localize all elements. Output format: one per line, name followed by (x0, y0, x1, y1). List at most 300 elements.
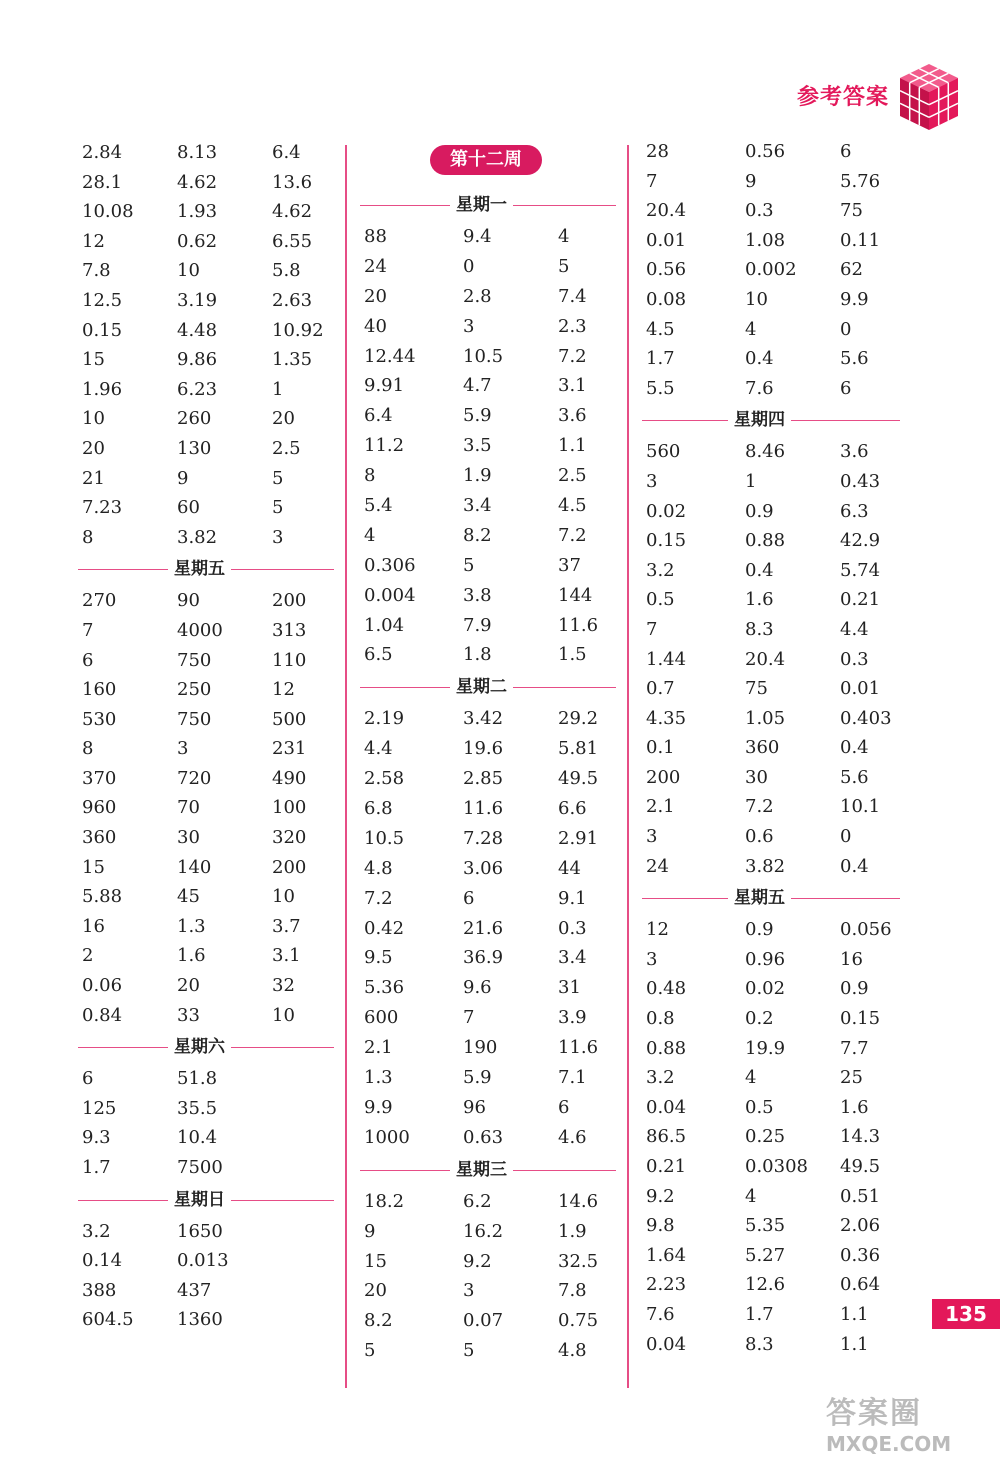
answer-cell: 6 (82, 1068, 94, 1090)
answer-cell: 5.35 (745, 1215, 786, 1237)
answer-row (82, 734, 338, 764)
answer-cell: 5.36 (364, 977, 405, 999)
answer-cell: 6.8 (364, 798, 393, 820)
answer-cell: 3.82 (745, 855, 786, 877)
answer-row (82, 793, 338, 823)
answer-cell: 1000 (364, 1126, 410, 1148)
answer-cell: 7.23 (82, 497, 123, 519)
answer-cell: 360 (82, 827, 117, 849)
answer-cell: 9.2 (463, 1250, 492, 1272)
answer-cell: 200 (272, 856, 307, 878)
section-heading: 星期五 (642, 881, 902, 915)
answer-row (82, 1153, 338, 1183)
answer-cell: 0.62 (177, 230, 218, 252)
answer-row (646, 945, 902, 975)
answer-row (646, 674, 902, 704)
answer-row (646, 645, 902, 675)
section-heading: 星期六 (78, 1030, 338, 1064)
answer-cell: 3.4 (463, 495, 492, 517)
answer-cell: 6 (82, 649, 94, 671)
answer-block (646, 137, 902, 403)
answer-cell: 13.6 (272, 171, 313, 193)
answer-cell: 1.8 (463, 644, 492, 666)
answer-cell: 0.06 (82, 975, 123, 997)
answer-cell: 4.62 (177, 171, 218, 193)
answer-block (364, 704, 616, 1152)
answer-cell: 4.4 (840, 618, 869, 640)
answer-cell: 2.85 (463, 768, 504, 790)
answer-cell: 8.46 (745, 441, 786, 463)
answer-cell: 12 (272, 679, 295, 701)
answer-cell: 7500 (177, 1157, 223, 1178)
answer-cell: 8 (82, 526, 94, 548)
answer-row (646, 1270, 902, 1300)
answer-cell: 8 (82, 738, 94, 760)
answer-row (364, 1003, 616, 1033)
answer-cell: 1.3 (364, 1067, 393, 1089)
answer-cell: 160 (82, 679, 117, 701)
answer-row (364, 1123, 616, 1153)
answer-row (364, 1306, 616, 1336)
answer-cell: 0.21 (646, 1156, 687, 1177)
answer-cell: 2.1 (646, 796, 675, 818)
answer-row (82, 1001, 338, 1031)
answer-cell: 16 (82, 915, 105, 937)
answer-cell: 4.5 (558, 495, 587, 517)
answer-row (646, 1004, 902, 1034)
answer-cell: 6.55 (272, 230, 313, 252)
answer-cell: 8.13 (177, 142, 218, 163)
answer-row (82, 138, 338, 168)
answer-cell: 7.7 (840, 1037, 869, 1059)
answer-cell: 3.6 (840, 441, 869, 463)
answer-cell: 6.23 (177, 378, 218, 400)
answer-cell: 10 (272, 1004, 295, 1026)
answer-cell: 6 (840, 377, 852, 399)
answer-column-3 (646, 137, 902, 1359)
answer-cell: 0.96 (745, 948, 786, 970)
answer-row (646, 1093, 902, 1123)
answer-cell: 0.306 (364, 554, 416, 576)
answer-cell: 30 (177, 827, 200, 849)
answer-cell: 6 (840, 141, 852, 162)
answer-cell: 0.15 (82, 319, 123, 341)
answer-cell: 5 (272, 497, 284, 519)
answer-cell: 720 (177, 767, 212, 789)
answer-cell: 8.2 (463, 524, 492, 546)
answer-row (364, 640, 616, 670)
answer-row (364, 1217, 616, 1247)
answer-row (82, 1123, 338, 1153)
answer-cell: 0.4 (840, 737, 869, 759)
answer-cell: 5.74 (840, 559, 881, 581)
answer-row (364, 581, 616, 611)
answer-cell: 14.3 (840, 1126, 881, 1148)
answer-row (646, 585, 902, 615)
answer-row (646, 1330, 902, 1360)
answer-cell: 0.013 (177, 1250, 229, 1272)
answer-cell: 4.48 (177, 319, 218, 341)
answer-cell: 0.02 (745, 978, 786, 1000)
answer-cell: 2.19 (364, 708, 405, 730)
answer-cell: 0.15 (840, 1008, 881, 1030)
page-number: 135 (932, 1299, 1000, 1329)
answer-cell: 3.2 (82, 1220, 111, 1242)
answer-cell: 530 (82, 708, 117, 730)
answer-row (82, 168, 338, 198)
answer-cell: 28 (646, 141, 669, 162)
answer-cell: 40 (364, 315, 387, 337)
answer-row (82, 197, 338, 227)
answer-cell: 5.81 (558, 738, 599, 760)
answer-cell: 3.1 (558, 375, 587, 397)
answer-cell: 4.7 (463, 375, 492, 397)
answer-cell: 10.5 (364, 827, 405, 849)
answer-cell: 1360 (177, 1309, 223, 1331)
rubiks-cube-icon (898, 62, 960, 132)
answer-cell: 9.1 (558, 887, 587, 909)
answer-cell: 313 (272, 619, 307, 641)
answer-cell: 0.8 (646, 1008, 675, 1030)
answer-cell: 9.8 (646, 1215, 675, 1237)
answer-row (364, 794, 616, 824)
answer-cell: 36.9 (463, 947, 504, 969)
answer-block (364, 1187, 616, 1366)
answer-cell: 388 (82, 1279, 117, 1301)
answer-cell: 260 (177, 408, 212, 430)
answer-cell: 88 (364, 226, 387, 247)
answer-cell: 1.96 (82, 378, 123, 400)
answer-row (646, 374, 902, 404)
answer-cell: 4 (364, 524, 376, 546)
answer-row (82, 1094, 338, 1124)
answer-cell: 0.004 (364, 584, 416, 606)
column-divider-right (627, 145, 629, 1388)
answer-cell: 44 (558, 857, 581, 879)
answer-row (364, 461, 616, 491)
answer-cell: 130 (177, 437, 212, 459)
answer-row (646, 1122, 902, 1152)
answer-cell: 11.6 (558, 614, 599, 636)
answer-cell: 5.9 (463, 405, 492, 427)
answer-cell: 7.28 (463, 827, 504, 849)
answer-cell: 0.2 (745, 1008, 774, 1030)
answer-cell: 2.63 (272, 289, 313, 311)
answer-cell: 0.64 (840, 1274, 881, 1296)
answer-cell: 4 (745, 318, 757, 340)
answer-cell: 0.42 (364, 917, 405, 939)
answer-cell: 62 (840, 259, 863, 281)
answer-cell: 3.7 (272, 915, 301, 937)
answer-cell: 4000 (177, 619, 223, 641)
answer-cell: 3.1 (272, 945, 301, 967)
answer-cell: 1.7 (82, 1157, 111, 1178)
answer-cell: 7.2 (745, 796, 774, 818)
answer-row (82, 823, 338, 853)
header-title: 参考答案 (797, 85, 890, 110)
answer-row (82, 941, 338, 971)
answer-row (82, 345, 338, 375)
answer-cell: 19.6 (463, 738, 504, 760)
answer-cell: 42.9 (840, 530, 881, 552)
answer-row (646, 615, 902, 645)
answer-row (364, 704, 616, 734)
answer-cell: 11.2 (364, 435, 405, 457)
answer-row (82, 882, 338, 912)
answer-cell: 0.4 (745, 559, 774, 581)
answer-cell: 90 (177, 590, 200, 612)
answer-cell: 2.06 (840, 1215, 881, 1237)
answer-cell: 9.9 (840, 288, 869, 310)
answer-cell: 9.5 (364, 947, 393, 969)
answer-cell: 370 (82, 767, 117, 789)
answer-cell: 15 (82, 856, 105, 878)
answer-block (82, 586, 338, 1030)
answer-cell: 9.6 (463, 977, 492, 999)
column-divider-left (345, 145, 347, 1388)
answer-cell: 10.1 (840, 796, 881, 818)
answer-cell: 960 (82, 797, 117, 819)
section-heading: 星期五 (78, 552, 338, 586)
answer-cell: 2.5 (558, 465, 587, 487)
answer-cell: 0.21 (840, 589, 881, 611)
answer-block (82, 1064, 338, 1182)
answer-cell: 9.3 (82, 1127, 111, 1149)
answer-cell: 2 (82, 945, 94, 967)
answer-cell: 6.2 (463, 1190, 492, 1212)
answer-cell: 1.35 (272, 349, 313, 371)
answer-cell: 3.19 (177, 289, 218, 311)
answer-cell: 5.9 (463, 1067, 492, 1089)
answer-cell: 1.9 (558, 1220, 587, 1242)
answer-row (364, 252, 616, 282)
answer-cell: 0.9 (840, 978, 869, 1000)
answer-cell: 9.9 (364, 1096, 393, 1118)
answer-row (364, 854, 616, 884)
answer-column-1 (82, 138, 338, 1335)
answer-cell: 4 (558, 226, 570, 247)
answer-cell: 6.5 (364, 644, 393, 666)
section-heading: 星期一 (360, 188, 616, 222)
answer-cell: 2.5 (272, 437, 301, 459)
answer-row (364, 431, 616, 461)
answer-cell: 96 (463, 1096, 486, 1118)
answer-row (646, 526, 902, 556)
answer-cell: 0.002 (745, 259, 797, 281)
answer-row (82, 1305, 338, 1335)
answer-cell: 3.42 (463, 708, 504, 730)
answer-cell: 320 (272, 827, 307, 849)
answer-row (82, 586, 338, 616)
answer-row (82, 1246, 338, 1276)
answer-cell: 1.44 (646, 648, 687, 670)
answer-row (646, 497, 902, 527)
answer-cell: 125 (82, 1097, 117, 1119)
answer-cell: 0 (840, 826, 852, 848)
answer-cell: 0.02 (646, 500, 687, 522)
answer-cell: 2.23 (646, 1274, 687, 1296)
answer-row (82, 464, 338, 494)
answer-cell: 7.8 (558, 1280, 587, 1302)
answer-cell: 51.8 (177, 1068, 218, 1090)
answer-cell: 5.27 (745, 1244, 786, 1266)
answer-cell: 100 (272, 797, 307, 819)
answer-cell: 7.2 (364, 887, 393, 909)
answer-cell: 4.35 (646, 707, 687, 729)
answer-block (646, 437, 902, 881)
answer-cell: 7.2 (558, 345, 587, 367)
answer-cell: 6 (463, 887, 475, 909)
answer-cell: 3.5 (463, 435, 492, 457)
answer-cell: 75 (840, 200, 863, 222)
answer-cell: 21.6 (463, 917, 504, 939)
answer-cell: 0.01 (840, 678, 881, 700)
answer-cell: 7 (463, 1007, 475, 1029)
answer-row (364, 1063, 616, 1093)
answer-cell: 16 (840, 948, 863, 970)
answer-cell: 0.3 (558, 917, 587, 939)
answer-cell: 3.2 (646, 559, 675, 581)
answer-cell: 10 (177, 260, 200, 282)
answer-row (82, 764, 338, 794)
answer-cell: 7 (646, 170, 658, 192)
answer-cell: 4 (745, 1067, 757, 1089)
answer-row (364, 342, 616, 372)
answer-cell: 3.2 (646, 1067, 675, 1089)
answer-cell: 32 (272, 975, 295, 997)
answer-cell: 0.6 (745, 826, 774, 848)
answer-cell: 0.15 (646, 530, 687, 552)
answer-cell: 200 (272, 590, 307, 612)
answer-row (364, 914, 616, 944)
answer-cell: 6.6 (558, 798, 587, 820)
answer-cell: 8.3 (745, 1333, 774, 1355)
answer-cell: 2.91 (558, 827, 599, 849)
watermark-line-2: MXQE.COM (826, 1432, 952, 1456)
answer-cell: 750 (177, 649, 212, 671)
answer-row (82, 523, 338, 553)
answer-row (646, 255, 902, 285)
answer-cell: 7.4 (558, 285, 587, 307)
answer-cell: 1.04 (364, 614, 405, 636)
answer-cell: 0.3 (840, 648, 869, 670)
answer-cell: 5 (364, 1340, 376, 1362)
answer-cell: 9.2 (646, 1185, 675, 1207)
answer-column-2 (364, 188, 616, 1366)
section-heading: 星期四 (642, 403, 902, 437)
answer-cell: 4.5 (646, 318, 675, 340)
answer-row (82, 375, 338, 405)
answer-block (82, 1217, 338, 1335)
answer-cell: 3.06 (463, 857, 504, 879)
answer-cell: 1.1 (840, 1303, 869, 1325)
answer-cell: 70 (177, 797, 200, 819)
answer-cell: 500 (272, 708, 307, 730)
answer-cell: 7.1 (558, 1067, 587, 1089)
watermark-line-1: 答案圈 (826, 1396, 922, 1431)
answer-cell: 490 (272, 767, 307, 789)
answer-cell: 604.5 (82, 1309, 134, 1331)
answer-cell: 25 (840, 1067, 863, 1089)
answer-cell: 20 (82, 437, 105, 459)
answer-row (364, 491, 616, 521)
answer-cell: 1.5 (558, 644, 587, 666)
answer-row (364, 884, 616, 914)
answer-row (364, 764, 616, 794)
answer-cell: 3.6 (558, 405, 587, 427)
answer-cell: 1.6 (177, 945, 206, 967)
answer-row (82, 256, 338, 286)
answer-cell: 360 (745, 737, 780, 759)
answer-cell: 7.8 (82, 260, 111, 282)
answer-cell: 0.04 (646, 1333, 687, 1355)
answer-row (82, 646, 338, 676)
answer-cell: 30 (745, 766, 768, 788)
answer-row (646, 1182, 902, 1212)
answer-cell: 4.8 (364, 857, 393, 879)
answer-cell: 4.62 (272, 201, 313, 223)
answer-cell: 24 (646, 855, 669, 877)
answer-row (364, 943, 616, 973)
answer-cell: 560 (646, 441, 681, 463)
answer-cell: 5.5 (646, 377, 675, 399)
answer-row (646, 467, 902, 497)
answer-cell: 0.36 (840, 1244, 881, 1266)
answer-cell: 5.88 (82, 886, 123, 908)
answer-cell: 0.056 (840, 919, 892, 941)
answer-cell: 0.0308 (745, 1156, 808, 1177)
answer-cell: 3 (463, 1280, 475, 1302)
answer-row (646, 556, 902, 586)
answer-cell: 0.01 (646, 229, 687, 251)
section-heading: 星期二 (360, 670, 616, 704)
answer-cell: 18.2 (364, 1190, 405, 1212)
answer-cell: 0.07 (463, 1310, 504, 1332)
answer-cell: 15 (364, 1250, 387, 1272)
answer-cell: 2.84 (82, 142, 123, 163)
answer-cell: 3 (646, 826, 658, 848)
answer-cell: 10 (745, 288, 768, 310)
answer-cell: 1.6 (840, 1096, 869, 1118)
answer-cell: 5 (463, 554, 475, 576)
answer-cell: 270 (82, 590, 117, 612)
answer-row (646, 137, 902, 167)
answer-block (82, 138, 338, 552)
answer-cell: 4 (745, 1185, 757, 1207)
answer-row (364, 282, 616, 312)
answer-cell: 3.9 (558, 1007, 587, 1029)
answer-cell: 0.7 (646, 678, 675, 700)
answer-cell: 49.5 (558, 768, 599, 790)
answer-cell: 1.7 (646, 348, 675, 370)
answer-cell: 200 (646, 766, 681, 788)
answer-cell: 1.1 (840, 1333, 869, 1355)
answer-cell: 231 (272, 738, 307, 760)
answer-row (364, 611, 616, 641)
answer-row (646, 1152, 902, 1182)
answer-cell: 12.5 (82, 289, 123, 311)
answer-cell: 7.6 (745, 377, 774, 399)
answer-cell: 437 (177, 1279, 212, 1301)
answer-cell: 4.4 (364, 738, 393, 760)
answer-cell: 24 (364, 255, 387, 277)
answer-cell: 0.11 (840, 229, 881, 251)
answer-cell: 0.48 (646, 978, 687, 1000)
answer-cell: 1.08 (745, 229, 786, 251)
answer-cell: 10 (82, 408, 105, 430)
answer-cell: 144 (558, 584, 593, 606)
answer-row (364, 973, 616, 1003)
